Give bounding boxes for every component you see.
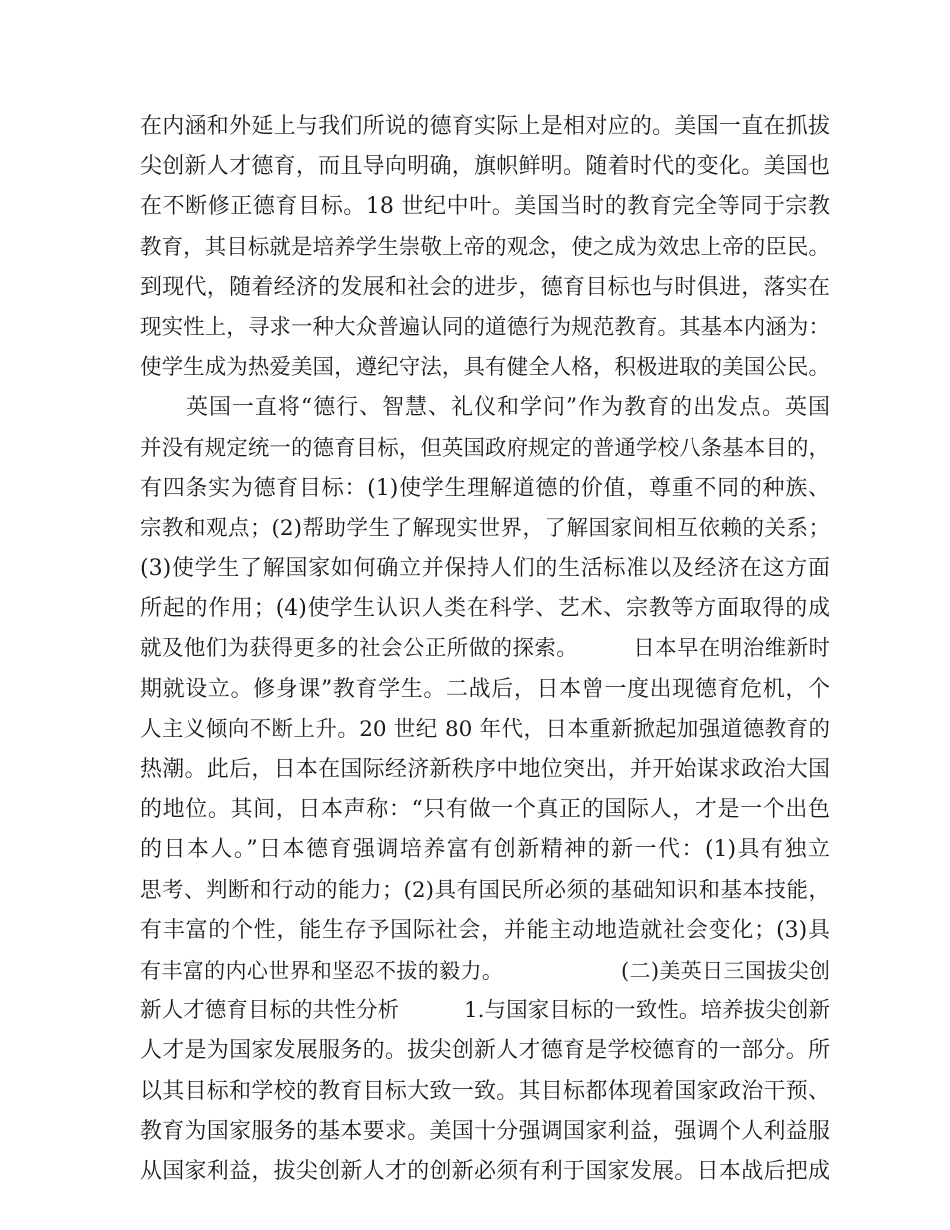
text-line: 并没有规定统一的德育目标，但英国政府规定的普通学校八条基本目的，: [140, 435, 830, 461]
text-line: 宗教和观点；(2)帮助学生了解现实世界，了解国家间相互依赖的关系；: [140, 515, 830, 541]
text-line: 就及他们为获得更多的社会公正所做的探索。 日本早在明治维新时: [140, 636, 830, 662]
text-line: 英国一直将“德行、智慧、礼仪和学问”作为教育的出发点。英国: [140, 395, 830, 421]
text-line: 人主义倾向不断上升。20 世纪 80 年代，日本重新掀起加强道德教育的: [140, 716, 830, 742]
text-line: 使学生成为热爱美国，遵纪守法，具有健全人格，积极进取的美国公民。: [140, 355, 830, 381]
text-line: 从国家利益，拔尖创新人才的创新必须有利于国家发展。日本战后把成: [140, 1158, 830, 1184]
text-line: (3)使学生了解国家如何确立并保持人们的生活标准以及经济在这方面: [140, 556, 830, 582]
text-line: 的日本人。”日本德育强调培养富有创新精神的新一代：(1)具有独立: [140, 837, 830, 863]
text-line: 以其目标和学校的教育目标大致一致。其目标都体现着国家政治干预、: [140, 1078, 830, 1104]
text-line: 热潮。此后，日本在国际经济新秩序中地位突出，并开始谋求政治大国: [140, 757, 830, 782]
text-line: 在内涵和外延上与我们所说的德育实际上是相对应的。美国一直在抓拔: [140, 114, 830, 139]
text-line: 有四条实为德育目标：(1)使学生理解道德的价值，尊重不同的种族、: [140, 475, 830, 501]
text-line: 现实性上，寻求一种大众普遍认同的道德行为规范教育。其基本内涵为：: [140, 314, 830, 340]
text-line: 人才是为国家发展服务的。拔尖创新人才德育是学校德育的一部分。所: [140, 1038, 830, 1064]
text-line: 思考、判断和行动的能力；(2)具有国民所必须的基础知识和基本技能，: [140, 877, 830, 903]
text-line: 教育为国家服务的基本要求。美国十分强调国家利益，强调个人利益服: [140, 1118, 830, 1144]
body-text: [140, 107, 830, 1192]
text-line: 新人才德育目标的共性分析 1.与国家目标的一致性。培养拔尖创新: [140, 998, 830, 1024]
text-line: 的地位。其间，日本声称：“只有做一个真正的国际人，才是一个出色: [140, 797, 830, 823]
text-line: 到现代，随着经济的发展和社会的进步，德育目标也与时俱进，落实在: [140, 274, 830, 300]
text-line: 所起的作用；(4)使学生认识人类在科学、艺术、宗教等方面取得的成: [140, 596, 830, 622]
text-line: 在不断修正德育目标。18 世纪中叶。美国当时的教育完全等同于宗教: [140, 194, 830, 220]
text-line: 尖创新人才德育，而且导向明确，旗帜鲜明。随着时代的变化。美国也: [140, 154, 830, 180]
text-line: 教育，其目标就是培养学生崇敬上帝的观念，使之成为效忠上帝的臣民。: [140, 234, 830, 260]
text-line: 期就设立。修身课”教育学生。二战后，日本曾一度出现德育危机，个: [140, 676, 830, 702]
text-line: 有丰富的内心世界和坚忍不拔的毅力。 (二)美英日三国拔尖创: [140, 958, 830, 983]
text-line: 有丰富的个性，能生存予国际社会，并能主动地造就社会变化；(3)具: [140, 917, 830, 943]
